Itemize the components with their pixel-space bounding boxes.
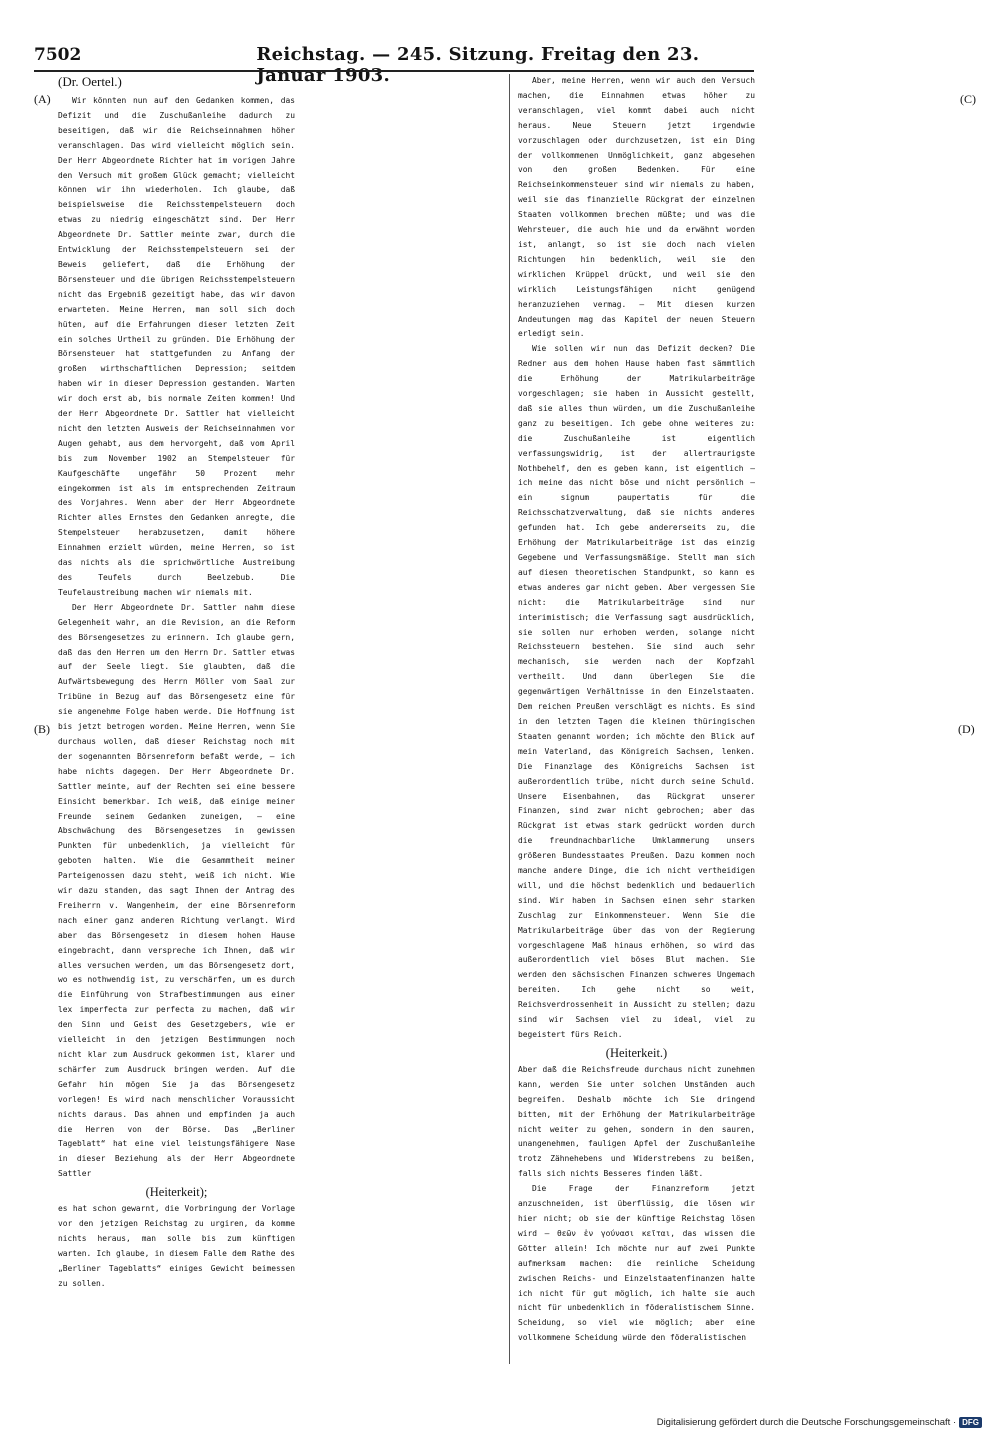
column-divider (509, 74, 510, 1364)
right-paragraph-2: Wie sollen wir nun das Defizit decken? Die Redner aus dem hohen Hause haben fast sämmtlich die Erhöhung der Matrikularbeiträge vorgeschlagen; sie haben in Aussicht gestellt, daß sie alles thun würden, um die Zuschußanleihe ganz zu beseitigen. Ich gebe ohne weiteres zu: die Zuschußanleihe ist eigentlich verfassungswidrig, ist der allertraurigste Nothbehelf, den es geben kann, ist eigentlich — ich meine das nicht böse und nicht persönlich — ein signum paupertatis für die Reichsschatzverwaltung, daß sie nichts anderes gefunden hat. Ich gebe andererseits zu, die Erhöhung der Matrikularbeiträge ist das einzig Gegebene und Verfassungsmäßige. Stellt man sich auf diesen theoretischen Standpunkt, so kann es etwas anderes gar nicht geben. Aber vergessen Sie nicht: die Matrikularbeiträge sind nur interimistisch; die Verfassung sagt ausdrücklich, sie sollen nur erhoben werden, solange nicht Reichssteuern bestehen. Sie sind auch sehr mechanisch, sie werden nach der Kopfzahl vertheilt. Und dann überlegen Sie die gegenwärtigen Verhältnisse in den Einzelstaaten. Dem reichen Preußen verschlägt es nichts. Es sind in den letzten Tagen die kleinen thüringischen Staaten genannt worden; ich möchte den Blick auf mein Vaterland, das Königreich Sachsen, lenken. Die Finanzlage des Königreichs Sachsen ist außerordentlich trübe, nicht durch seine Schuld. Unsere Eisenbahnen, das Rückgrat unserer Finanzen, sind zwar nicht gebrochen; aber das Rückgrat ist etwas stark gedrückt worden durch die freundnachbarliche Umklammerung unsers größeren Bundesstaates Preußen. Dazu kommen noch manche andere Dinge, die ich nicht vertheidigen will, und die höchst bedenklich und bedauerlich sind. Wir haben in Sachsen einen sehr starken Zuschlag zur Einkommensteuer. Wenn Sie die Matrikularbeiträge über das von der Regierung vorgeschlagene Maß hinaus erhöhen, so wird das außerordentlich viel böses Blut machen. Sie werden den sächsischen Finanzen schweres Ungemach bereiten. Ich gehe nicht so weit, Reichsverdrossenheit in Aussicht zu stellen; dazu sind wir Sachsen viel zu ideal, viel zu begeistert fürs Reich. (518, 344, 755, 1039)
dfg-logo: DFG (959, 1417, 982, 1428)
right-column (518, 74, 755, 1346)
page-number: 7502 (34, 45, 82, 65)
left-paragraph-2: Der Herr Abgeordnete Dr. Sattler nahm diese Gelegenheit wahr, an die Revision, an die Reform des Börsengesetzes zu erinnern. Ich glaube gern, daß das den Herren um den Herrn Dr. Sattler etwas auf der Seele liegt. Sie glaubten, daß die Aufwärtsbewegung des Herrn Möller vom Saal zur Tribüne in Bezug auf das Börsengesetz eine für sie angenehme Folge haben werde. Die Hoffnung ist bis jetzt betrogen worden. Meine Herren, wenn Sie durchaus wollen, daß dieser Reichstag noch mit der sogenannten Börsenreform befaßt werde, — ich habe nichts dagegen. Der Herr Abgeordnete Dr. Sattler meinte, auf der Rechten sei eine bessere Einsicht bemerkbar. Ich weiß, daß einige meiner Freunde seinem Gedanken zuneigen, — eine Abschwächung des Börsengesetzes in gewissen Punkten für unbedenklich, ja vielleicht für geboten halten. Wie die Gesammtheit meiner Parteigenossen dazu steht, weiß ich nicht. Wie wir dazu standen, das sagt Ihnen der Antrag des Freiherrn v. Wangenheim, der eine Börsenreform nach einer ganz anderen Richtung verlangt. Wird aber das Börsengesetz in diesem hohen Hause eingebracht, dann verspreche ich Ihnen, daß wir alles versuchen werden, um das Börsengesetz dort, wo es nothwendig ist, zu verschärfen, um es durch die Einführung von Strafbestimmungen aus einer lex imperfecta zur perfecta zu machen, daß wir den Sinn und Geist des Gesetzgebers, wie er vielleicht in den jetzigen Bestimmungen noch nicht klar zum Ausdruck gekommen ist, klarer und schärfer zum Ausdruck bringen werden. Auf die Gefahr hin mögen Sie ja das Börsengesetz vorlegen! Es wird nach menschlicher Voraussicht nichts daraus. Das ahnen und empfinden ja auch die Herren von der Börse. Das „Berliner Tageblatt“ hat eine viel leistungsfähigere Nase in dieser Beziehung als der Herr Abgeordnete Sattler (58, 602, 295, 1179)
left-closing: es hat schon gewarnt, die Vorbringung der Vorlage vor den jetzigen Reichstag zu urgiren, da komme nichts heraus, man solle bis zum künftigen warten. Ich glaube, in diesem Falle dem Rathe des „Berliner Tageblatts“ einiges Gewicht beimessen zu sollen. (58, 1204, 295, 1288)
left-interjection: (Heiterkeit); (145, 1185, 208, 1200)
left-column (58, 74, 295, 1292)
header-title: Reichstag. — 245. Sitzung. Freitag den 23. Januar 1903. (256, 44, 700, 86)
speaker-label: (Dr. Oertel.) (58, 74, 122, 89)
margin-marker-d: (D) (958, 722, 975, 736)
right-paragraph-3: Aber daß die Reichsfreude durchaus nicht zunehmen kann, werden Sie unter solchen Umständen auch begreifen. Deshalb möchte ich Sie dringend bitten, mit der Erhöhung der Matrikularbeiträge nicht weiter zu gehen, sondern in den sauren, unangenehmen, fauligen Apfel der Zuschußanleihe trotz Zähnehebens und Widerstrebens zu beißen, falls sich nichts Besseres finden läßt. (518, 1064, 755, 1179)
left-paragraph-1: Wir könnten nun auf den Gedanken kommen, das Defizit und die Zuschußanleihe dadurch zu beseitigen, daß wir die Reichseinnahmen höher veranschlagen. Das wird vielleicht möglich sein. Der Herr Abgeordnete Richter hat im vorigen Jahre den Versuch mit großem Glück gemacht; vielleicht können wir ihn wiederholen. Ich glaube, daß beispielsweise die Reichsstempelsteuern doch etwas zu niedrig eingeschätzt sind. Der Herr Abgeordnete Dr. Sattler meinte zwar, durch die Entwicklung der Reichsstempelsteuern sei der Beweis geliefert, daß die Erhöhung der Börsensteuer und die übrigen Reichsstempelsteuern nicht das Ergebniß gezeitigt habe, das wir davon erwarteten. Meine Herren, man soll sich doch hüten, auf die Erfahrungen dieser letzten Zeit ein solches Urtheil zu gründen. Die Erhöhung der Börsensteuer hat stattgefunden zu Anfang der großen wirthschaftlichen Depression; seitdem haben wir in dieser Depression gestanden. Warten wir doch erst ab, bis normale Zeiten kommen! Und der Herr Abgeordnete Dr. Sattler hat vielleicht nicht den letzten Ausweis der Reichseinnahmen vor Augen gehabt, aus dem hervorgeht, daß vom April bis zum November 1902 an Stempelsteuer für Kaufgeschäfte ungefähr 50 Prozent mehr eingekommen ist als im entsprechenden Zeitraum des Vorjahres. Wenn aber der Herr Abgeordnete Richter alles Ernstes den Gedanken anregte, die Stempelsteuer herabzusetzen, damit höhere Einnahmen erzielt würden, meine Herren, so ist das nichts als die sprichwörtliche Austreibung des Teufels durch Beelzebub. Die Teufelaustreibung machen wir niemals mit. (58, 96, 295, 597)
header-rule (34, 70, 754, 72)
margin-marker-a: (A) (34, 92, 51, 106)
right-paragraph-1: Aber, meine Herren, wenn wir auch den Versuch machen, die Einnahmen etwas höher zu veranschlagen, viel kommt dabei auch nicht heraus. Neue Steuern jetzt irgendwie vorzuschlagen oder durchzusetzen, ist ein Ding der vollkommenen Unmöglichkeit, ganz abgesehen von den großen Bedenken. Für eine Reichseinkommensteuer sind wir niemals zu haben, weil sie das finanzielle Rückgrat der einzelnen Staaten vollkommen brechen müßte; und was die Wehrsteuer, die auch hie und da erwähnt worden ist, anlangt, so ist sie doch nach vielen Richtungen hin bedenklich, weil sie den wirklichen Krüppel drückt, und weil sie den wirklich Leistungsfähigen nicht genügend heranzuziehen vermag. — Mit diesen kurzen Andeutungen mag das Kapitel der neuen Steuern erledigt sein. (518, 76, 755, 339)
right-interjection: (Heiterkeit.) (605, 1045, 668, 1060)
margin-marker-b: (B) (34, 722, 50, 736)
footer (657, 1414, 982, 1430)
footer-text: Digitalisierung gefördert durch die Deutsche Forschungsgemeinschaft · (656, 1416, 957, 1428)
right-paragraph-4: Die Frage der Finanzreform jetzt anzuschneiden, ist überflüssig, die lösen wir hier nicht; ob sie der künftige Reichstag lösen wird — θεῶν ἐν γούνασι κεῖται, das wissen die Götter allein! Ich möchte nur auf zwei Punkte aufmerksam machen: die reinliche Scheidung zwischen Reichs- und Einzelstaatenfinanzen halte ich nicht für gut möglich, ich halte sie auch nicht für unbedenklich in föderalistischem Sinne. Scheidung, so viel wie möglich; aber eine vollkommene Scheidung würde den föderalistischen (518, 1184, 755, 1343)
margin-marker-c: (C) (960, 92, 976, 106)
